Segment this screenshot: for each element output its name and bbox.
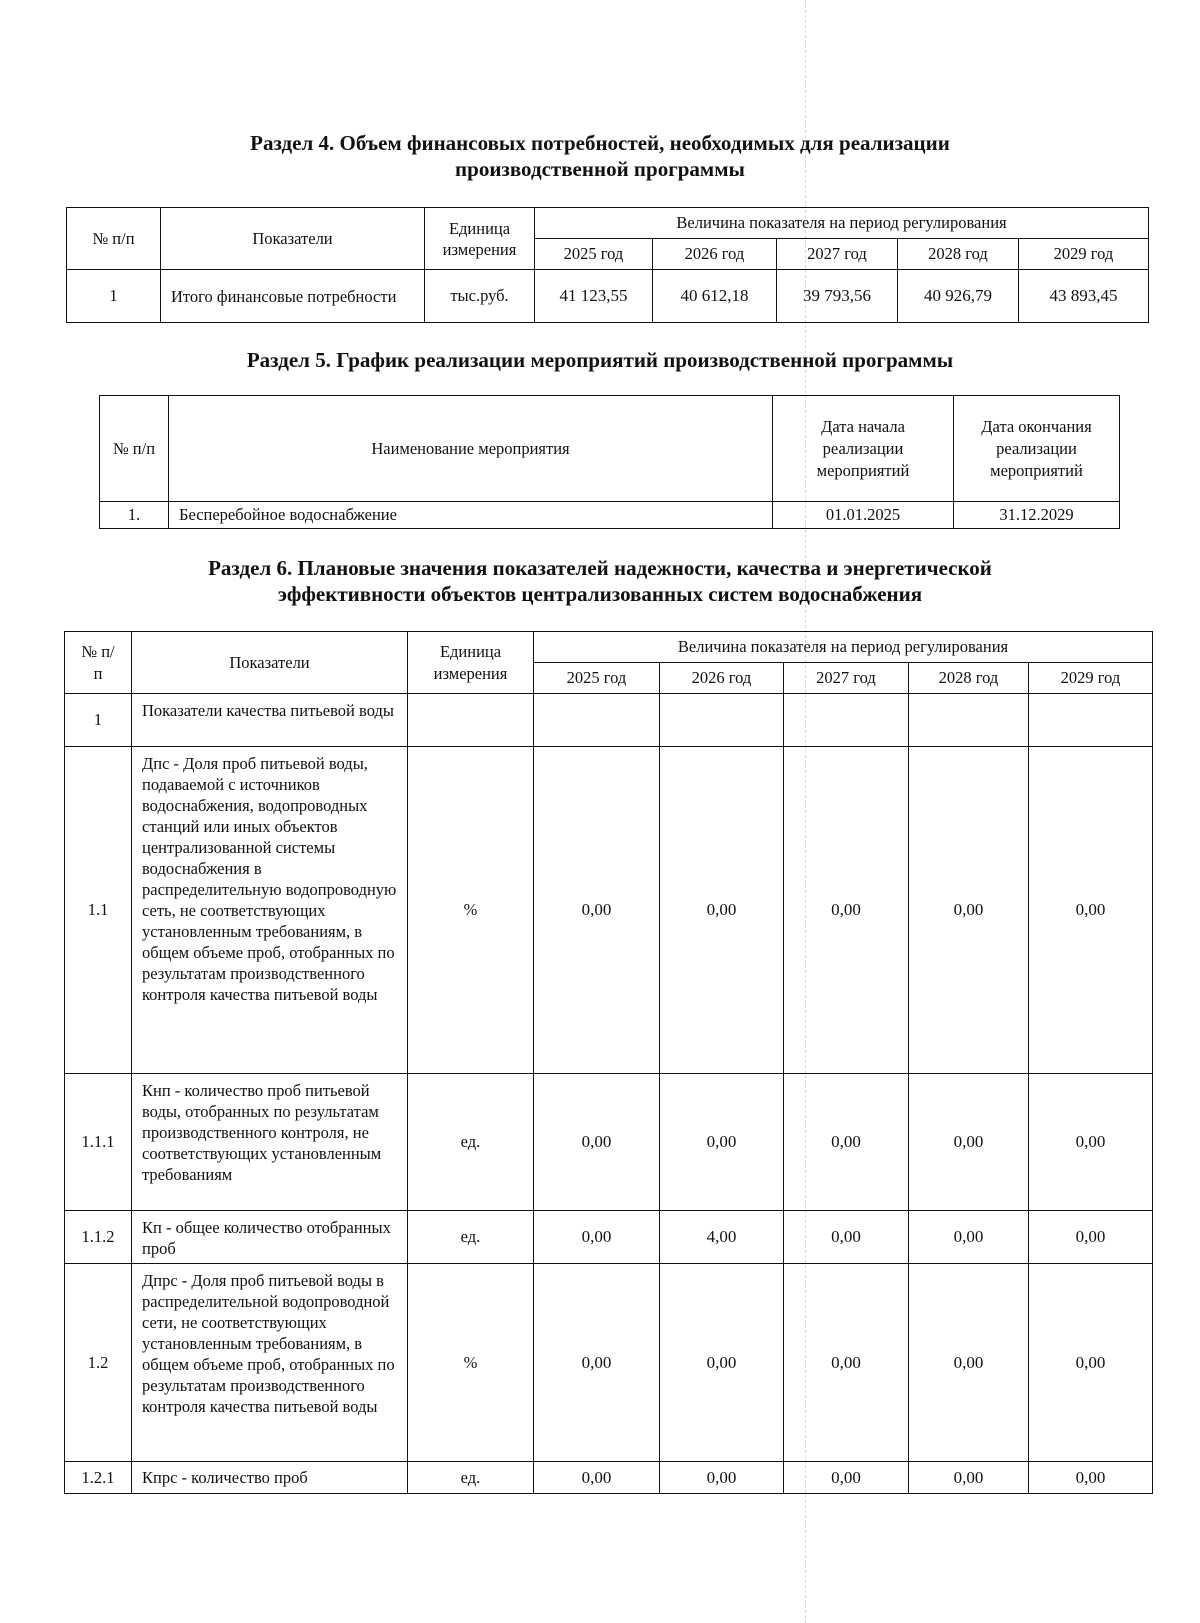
t4-header-year: 2029 год [1019,239,1149,270]
t6-header-num: № п/п [65,632,132,694]
row-value [660,694,784,747]
row-name: Итого финансовые потребности [161,270,425,323]
row-value: 0,00 [909,1462,1029,1494]
row-value: 41 123,55 [535,270,653,323]
table-row [100,502,1120,529]
t5-header-num: № п/п [100,396,169,502]
row-num: 1.1 [65,747,132,1074]
row-unit: тыс.руб. [425,270,535,323]
row-num: 1.1.2 [65,1211,132,1264]
row-name: Дпрс - Доля проб питьевой воды в распределительной водопроводной сети, не соответствующих установленным требованиям, в общем объеме проб, отобранных по результатам производственного контроля качества питьевой воды [132,1264,408,1462]
row-value [1029,694,1153,747]
row-value: 43 893,45 [1019,270,1149,323]
t6-header-period: Величина показателя на период регулирования [534,632,1153,663]
row-value: 0,00 [534,747,660,1074]
row-value: 0,00 [909,1211,1029,1264]
section4-table [66,207,1149,323]
table-row [65,694,1153,747]
t5-header-end: Дата окончания реализации мероприятий [954,396,1120,502]
row-value [784,694,909,747]
row-unit: ед. [408,1462,534,1494]
row-num: 1 [67,270,161,323]
table-row [65,1462,1153,1494]
row-value: 39 793,56 [777,270,898,323]
table-row [65,1264,1153,1462]
row-value: 0,00 [534,1462,660,1494]
row-value: 0,00 [1029,1074,1153,1211]
row-value: 40 612,18 [653,270,777,323]
row-unit: ед. [408,1211,534,1264]
row-value: 0,00 [660,1462,784,1494]
section6-title-line2: эффективности объектов централизованных систем водоснабжения [277,582,923,606]
row-value: 0,00 [1029,747,1153,1074]
row-name: Кнп - количество проб питьевой воды, отобранных по результатам производственного контроля, не соответствующих установленным требованиям [132,1074,408,1211]
row-value: 0,00 [534,1211,660,1264]
row-value: 0,00 [784,1264,909,1462]
row-name: Кп - общее количество отобранных проб [132,1211,408,1264]
section5-title: Раздел 5. График реализации мероприятий производственной программы [246,348,954,372]
row-end-date: 31.12.2029 [954,502,1120,529]
row-value: 40 926,79 [898,270,1019,323]
row-unit [408,694,534,747]
t6-header-unit: Единица измерения [408,632,534,694]
row-num: 1.2.1 [65,1462,132,1494]
row-value: 0,00 [1029,1264,1153,1462]
row-value: 0,00 [660,1074,784,1211]
t6-header-year: 2029 год [1029,663,1153,694]
row-value: 0,00 [909,1264,1029,1462]
t5-header-name: Наименование мероприятия [169,396,773,502]
row-name: Кпрс - количество проб [132,1462,408,1494]
row-value: 0,00 [660,747,784,1074]
row-value: 0,00 [784,1211,909,1264]
row-num: 1 [65,694,132,747]
row-unit: % [408,1264,534,1462]
t4-header-period: Величина показателя на период регулирования [535,208,1149,239]
t6-header-year: 2025 год [534,663,660,694]
row-value: 0,00 [1029,1211,1153,1264]
row-num: 1.2 [65,1264,132,1462]
row-start-date: 01.01.2025 [773,502,954,529]
row-value: 0,00 [784,747,909,1074]
t6-header-year: 2026 год [660,663,784,694]
row-num: 1.1.1 [65,1074,132,1211]
row-value: 0,00 [909,1074,1029,1211]
section6-title-line1: Раздел 6. Плановые значения показателей надежности, качества и энергетической [208,556,992,580]
table-row [65,747,1153,1074]
t6-header-year: 2027 год [784,663,909,694]
row-value: 0,00 [660,1264,784,1462]
t4-header-indicator: Показатели [161,208,425,270]
t5-header-start: Дата начала реализации мероприятий [773,396,954,502]
t6-header-year: 2028 год [909,663,1029,694]
t4-header-year: 2025 год [535,239,653,270]
section4-title-line1: Раздел 4. Объем финансовых потребностей, необходимых для реализации [250,131,950,155]
row-value: 0,00 [534,1074,660,1211]
row-value: 4,00 [660,1211,784,1264]
row-unit: ед. [408,1074,534,1211]
row-unit: % [408,747,534,1074]
t4-header-year: 2026 год [653,239,777,270]
table-row [65,1074,1153,1211]
table-row [65,1211,1153,1264]
section6-table [64,631,1153,1494]
row-value: 0,00 [909,747,1029,1074]
section4-title-line2: производственной программы [455,157,745,181]
row-value [909,694,1029,747]
row-name: Бесперебойное водоснабжение [169,502,773,529]
t6-header-indicator: Показатели [132,632,408,694]
t4-header-year: 2027 год [777,239,898,270]
row-num: 1. [100,502,169,529]
row-value: 0,00 [1029,1462,1153,1494]
t4-header-unit: Единица измерения [425,208,535,270]
row-value [534,694,660,747]
row-value: 0,00 [534,1264,660,1462]
row-name: Показатели качества питьевой воды [132,694,408,747]
row-value: 0,00 [784,1462,909,1494]
table-row [67,270,1149,323]
t4-header-year: 2028 год [898,239,1019,270]
row-value: 0,00 [784,1074,909,1211]
section5-table [99,395,1120,529]
t4-header-num: № п/п [67,208,161,270]
row-name: Дпс - Доля проб питьевой воды, подаваемой с источников водоснабжения, водопроводных станций или иных объектов централизованной системы водоснабжения в распределительную водопроводную сеть, не соответствующих установленным требованиям, в общем объеме проб, отобранных по результатам производственного контроля качества питьевой воды [132,747,408,1074]
